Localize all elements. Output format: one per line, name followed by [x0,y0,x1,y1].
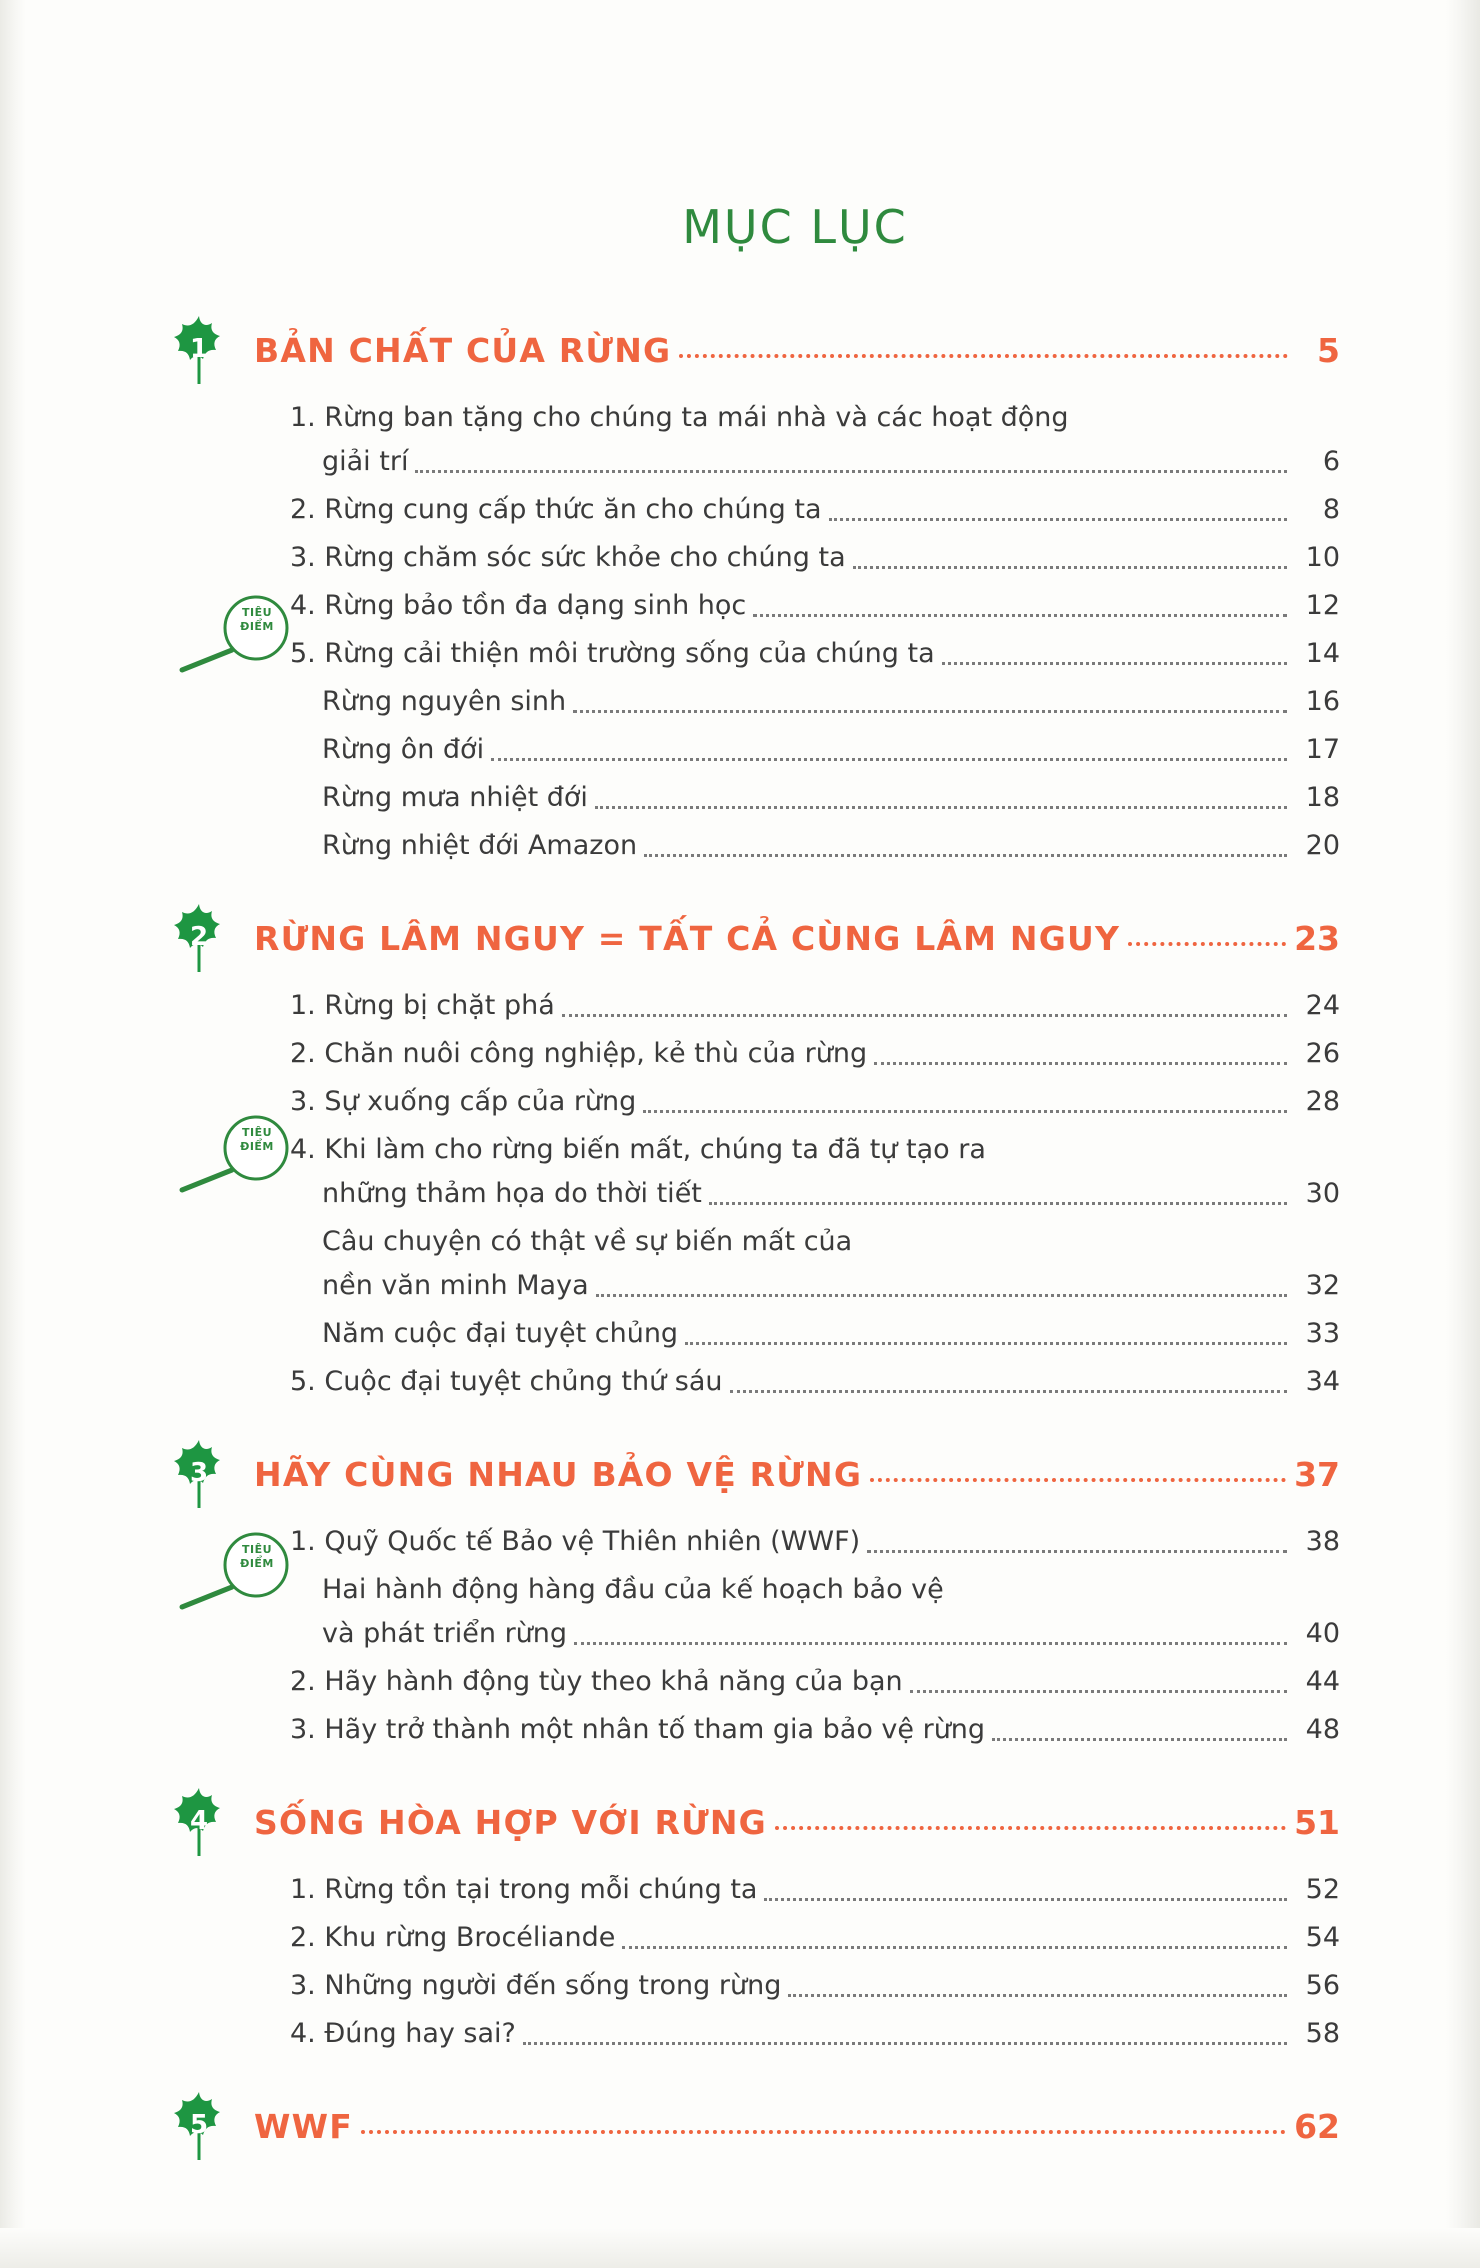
chapter-number: 2 [189,922,209,952]
focus-label [228,1126,286,1154]
chapter-heading[interactable] [150,902,1340,974]
toc-entry-label-continued: nền văn minh Maya [322,1270,589,1301]
chapter-page-number: 37 [1294,1454,1340,1494]
toc-entry-label: Rừng nguyên sinh [322,686,567,717]
toc-entry-page-number: 56 [1305,1970,1340,2001]
chapter-title[interactable]: RỪNG LÂM NGUY = TẤT CẢ CÙNG LÂM NGUY [254,918,1121,958]
toc-entry[interactable] [150,396,1340,484]
leader-dots [622,1930,1287,1949]
toc-entry[interactable] [150,1868,1340,1912]
chapter-number: 3 [189,1458,209,1488]
toc-entry-label: 2. Hãy hành động tùy theo khả năng của bạn [290,1666,903,1697]
toc-entry-page-number: 40 [1305,1618,1340,1649]
chapter-entries [150,1868,1340,2056]
toc-entry[interactable] [150,1660,1340,1704]
toc-entry-page-number: 52 [1305,1874,1340,1905]
leader-dots [596,1278,1287,1297]
focus-magnifier-icon [160,1104,290,1200]
leader-dots [709,1186,1287,1205]
page-edge-shading-right [1446,0,1480,2268]
leader-dots [643,1094,1287,1113]
leader-dots [415,454,1287,473]
leader-dots [491,742,1287,761]
toc-entry-page-number: 58 [1305,2018,1340,2049]
toc-entry[interactable] [150,1568,1340,1656]
toc-entry[interactable] [150,536,1340,580]
focus-label [228,1543,286,1571]
toc-entry-label: Năm cuộc đại tuyệt chủng [322,1318,679,1349]
toc-entry[interactable] [150,1312,1340,1356]
page-edge-shading-bottom [0,2228,1480,2268]
toc-entry[interactable] [150,1916,1340,1960]
toc-entry[interactable] [150,1708,1340,1752]
chapter-entries [150,396,1340,868]
toc-entry-label-continued: và phát triển rừng [322,1618,568,1649]
toc-entry-page-number: 54 [1305,1922,1340,1953]
focus-label-line1: TIÊU [241,1126,273,1139]
leader-dots [361,2110,1286,2134]
toc-entry-second-line [290,1172,1340,1216]
toc-entry-label: 3. Hãy trở thành một nhân tố tham gia bảo vệ rừng [290,1714,986,1745]
leader-dots [910,1674,1287,1693]
leader-dots [764,1882,1287,1901]
chapter-number: 4 [189,1806,209,1836]
leader-dots [574,1626,1287,1645]
focus-label-line2: ĐIỂM [240,620,274,633]
toc-entry[interactable] [150,1520,1340,1564]
leader-dots [523,2026,1287,2045]
toc-entry-label: 5. Rừng cải thiện môi trường sống của chúng ta [290,638,935,669]
leaf-icon [160,1438,238,1510]
toc-entry[interactable] [150,488,1340,532]
toc-entry-page-number: 17 [1305,734,1340,765]
toc-entry[interactable] [150,632,1340,676]
toc-entry-label: Câu chuyện có thật về sự biến mất của [322,1226,853,1257]
toc-entry-label: 3. Sự xuống cấp của rừng [290,1086,637,1117]
toc-entry-page-number: 14 [1305,638,1340,669]
toc-entry-page-number: 44 [1305,1666,1340,1697]
toc-entry-label: Rừng mưa nhiệt đới [322,782,588,813]
toc-entry-second-line [322,1612,1340,1656]
toc-entry-page-number: 16 [1305,686,1340,717]
toc-entry-label: 1. Quỹ Quốc tế Bảo vệ Thiên nhiên (WWF) [290,1526,861,1557]
focus-label-line1: TIÊU [241,606,273,619]
focus-label-line2: ĐIỂM [240,1557,274,1570]
leader-dots [853,550,1287,569]
toc-entry[interactable] [150,984,1340,1028]
toc-entry-label-continued: những thảm họa do thời tiết [322,1178,702,1209]
leader-dots [942,646,1287,665]
chapter-page-number: 23 [1294,918,1340,958]
leaf-icon [160,2090,238,2162]
leader-dots [562,998,1287,1017]
toc-entry-label: 3. Rừng chăm sóc sức khỏe cho chúng ta [290,542,846,573]
toc-entry-label: 1. Rừng ban tặng cho chúng ta mái nhà và các hoạt động [290,402,1069,433]
toc-entry-label: Rừng ôn đới [322,734,485,765]
toc-entry-page-number: 6 [1322,446,1340,477]
leaf-icon [160,314,238,386]
leader-dots [644,838,1287,857]
leader-dots [595,790,1287,809]
table-of-contents [150,200,1340,2172]
chapter-entries [150,984,1340,1404]
leader-dots [874,1046,1287,1065]
toc-entry-label: 2. Khu rừng Brocéliande [290,1922,616,1953]
toc-entry-page-number: 18 [1305,782,1340,813]
chapter-page-number: 62 [1294,2106,1340,2146]
leader-dots [730,1374,1287,1393]
toc-entry[interactable] [150,776,1340,820]
toc-entry[interactable] [150,1964,1340,2008]
toc-entry-label: Rừng nhiệt đới Amazon [322,830,638,861]
toc-entry[interactable] [150,680,1340,724]
toc-entry-page-number: 48 [1305,1714,1340,1745]
toc-entry[interactable] [150,728,1340,772]
chapter-number: 1 [189,334,209,364]
toc-entry-page-number: 38 [1305,1526,1340,1557]
toc-entry[interactable] [150,1220,1340,1308]
focus-label-line2: ĐIỂM [240,1140,274,1153]
toc-entry-page-number: 33 [1305,1318,1340,1349]
toc-entry[interactable] [150,1128,1340,1216]
toc-entry-page-number: 12 [1305,590,1340,621]
leader-dots [1128,922,1286,946]
chapter-entries [150,1520,1340,1752]
page-title: MỤC LỤC [682,200,908,254]
chapter-heading[interactable] [150,1786,1340,1858]
toc-entry-label: 4. Khi làm cho rừng biến mất, chúng ta đã tự tạo ra [290,1134,986,1165]
chapter-title[interactable]: WWF [254,2106,353,2146]
focus-magnifier-icon [160,584,290,680]
toc-entry-label: 1. Rừng tồn tại trong mỗi chúng ta [290,1874,758,1905]
chapter-heading[interactable] [150,2090,1340,2162]
leader-dots [573,694,1287,713]
toc-entry-label: 4. Rừng bảo tồn đa dạng sinh học [290,590,747,621]
chapter-title[interactable]: SỐNG HÒA HỢP VỚI RỪNG [254,1802,767,1842]
leaf-icon [160,1786,238,1858]
toc-entry-label: 3. Những người đến sống trong rừng [290,1970,782,2001]
leader-dots [992,1722,1287,1741]
toc-entry-page-number: 28 [1305,1086,1340,1117]
toc-entry-page-number: 34 [1305,1366,1340,1397]
leader-dots [867,1534,1287,1553]
toc-entry-label: 1. Rừng bị chặt phá [290,990,555,1021]
toc-entry-second-line [322,1264,1340,1308]
toc-entry-second-line [290,440,1340,484]
toc-entry-page-number: 8 [1322,494,1340,525]
focus-label-line1: TIÊU [241,1543,273,1556]
chapter-title[interactable]: HÃY CÙNG NHAU BẢO VỆ RỪNG [254,1454,863,1494]
toc-entry[interactable] [150,1032,1340,1076]
chapter-title[interactable]: BẢN CHẤT CỦA RỪNG [254,330,672,370]
leader-dots [753,598,1287,617]
toc-entry-page-number: 20 [1305,830,1340,861]
focus-label [228,606,286,634]
page-edge-shading-left [0,0,26,2268]
chapter-heading[interactable] [150,1438,1340,1510]
toc-entry-page-number: 26 [1305,1038,1340,1069]
leader-dots [679,334,1288,358]
leader-dots [829,502,1287,521]
chapter-page-number: 5 [1317,330,1340,370]
toc-entry[interactable] [150,1360,1340,1404]
toc-entry-label: 4. Đúng hay sai? [290,2018,516,2049]
chapter-page-number: 51 [1294,1802,1340,1842]
toc-entry-page-number: 32 [1305,1270,1340,1301]
focus-magnifier-icon [160,1521,290,1617]
chapter-number: 5 [189,2110,209,2140]
toc-entry-page-number: 10 [1305,542,1340,573]
leader-dots [685,1326,1287,1345]
toc-entry-label: Hai hành động hàng đầu của kế hoạch bảo vệ [322,1574,944,1605]
toc-entry-label: 2. Chăn nuôi công nghiệp, kẻ thù của rừng [290,1038,868,1069]
toc-entry-label: 2. Rừng cung cấp thức ăn cho chúng ta [290,494,822,525]
toc-entry-label-continued: giải trí [322,446,409,477]
toc-entry[interactable] [150,824,1340,868]
toc-entry-label: 5. Cuộc đại tuyệt chủng thứ sáu [290,1366,723,1397]
toc-body [150,314,1340,2162]
leader-dots [775,1806,1286,1830]
toc-entry-page-number: 24 [1305,990,1340,1021]
toc-entry[interactable] [150,1080,1340,1124]
leaf-icon [160,902,238,974]
leader-dots [788,1978,1287,1997]
leader-dots [870,1458,1286,1482]
chapter-heading[interactable] [150,314,1340,386]
toc-entry[interactable] [150,584,1340,628]
toc-entry-page-number: 30 [1305,1178,1340,1209]
toc-entry[interactable] [150,2012,1340,2056]
